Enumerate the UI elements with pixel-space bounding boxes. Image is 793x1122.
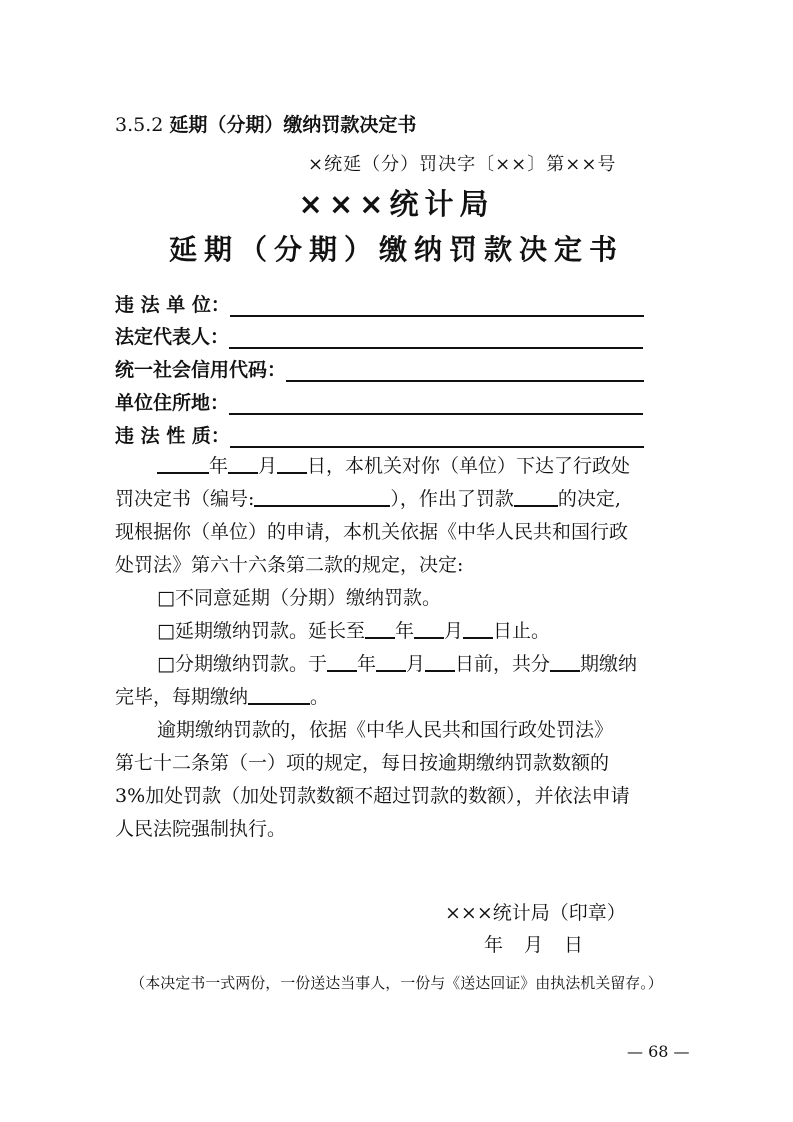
signature-seal: ×××统计局（印章） — [445, 902, 626, 924]
field-nature — [115, 421, 644, 448]
agency-title: ×××统计局 — [298, 187, 495, 221]
section-heading — [115, 110, 416, 137]
field-credit-code — [115, 355, 644, 382]
field-nature-line[interactable] — [230, 426, 644, 448]
option-installment[interactable] — [157, 648, 637, 681]
para1-month-label: 月 — [258, 455, 278, 477]
para1-year-label: 年 — [209, 455, 229, 477]
field-address — [115, 388, 643, 415]
document-number: ×统延（分）罚决字〔××〕第××号 — [308, 154, 617, 175]
option-defer-month-label: 月 — [443, 620, 463, 642]
signature-date: 年 月 日 — [484, 934, 585, 956]
blank-inst-amount[interactable] — [248, 685, 310, 705]
para1-line2c: 的决定, — [557, 488, 621, 510]
document-title: 延期（分期）缴纳罚款决定书 — [168, 233, 624, 266]
para2-line2: 第七十二条第（一）项的规定，每日按逾期缴纳罚款数额的 — [115, 752, 610, 774]
field-legal-rep-label: 法定代表人： — [115, 326, 230, 348]
blank-inst-periods[interactable] — [550, 652, 580, 672]
blank-inst-day[interactable] — [425, 652, 455, 672]
option-installment-line2 — [115, 681, 329, 714]
option-installment-label: □分期缴纳罚款。于 — [157, 653, 327, 675]
para1-line3: 现根据你（单位）的申请，本机关依据《中华人民共和国行政 — [115, 521, 629, 543]
para1-line2a: 罚决定书（编号: — [115, 488, 255, 510]
field-credit-code-label: 统一社会信用代码： — [115, 359, 287, 381]
field-credit-code-line[interactable] — [286, 360, 644, 382]
field-legal-rep-line[interactable] — [229, 327, 643, 349]
option-defer-end: 日止。 — [492, 620, 550, 642]
para1-day-text: 日，本机关对你（单位）下达了行政处 — [307, 455, 631, 477]
para1-line1 — [157, 450, 630, 483]
blank-defer-year[interactable] — [365, 619, 395, 639]
field-nature-label: 违 法 性 质： — [115, 425, 230, 447]
option-inst-month-label: 月 — [405, 653, 425, 675]
blank-month[interactable] — [228, 454, 258, 474]
option-defer[interactable] — [157, 615, 550, 648]
option-inst-day-label: 日前，共分 — [454, 653, 550, 675]
blank-inst-month[interactable] — [376, 652, 406, 672]
blank-fine-amount[interactable] — [514, 487, 558, 507]
option-disagree[interactable]: □不同意延期（分期）缴纳罚款。 — [157, 587, 441, 609]
blank-year[interactable] — [157, 454, 209, 474]
field-address-line[interactable] — [229, 393, 643, 415]
para1-line4: 处罚法》第六十六条第二款的规定，决定: — [115, 554, 464, 576]
section-heading-text: 延期（分期）缴纳罚款决定书 — [169, 114, 417, 136]
blank-day[interactable] — [277, 454, 307, 474]
field-unit-line[interactable] — [230, 295, 644, 317]
blank-inst-year[interactable] — [327, 652, 357, 672]
field-unit — [115, 290, 644, 317]
section-heading-number: 3.5.2 — [115, 114, 164, 136]
option-defer-year-label: 年 — [394, 620, 414, 642]
field-address-label: 单位住所地： — [115, 392, 230, 414]
page-number: — 68 — — [627, 1042, 690, 1061]
para1-line2 — [115, 483, 621, 516]
option-inst-year-label: 年 — [356, 653, 376, 675]
option-inst-line2b: 。 — [310, 686, 330, 708]
blank-decision-number[interactable] — [254, 487, 390, 507]
footnote: （本决定书一式两份，一份送达当事人，一份与《送达回证》由执法机关留存。） — [130, 974, 663, 992]
option-inst-line2a: 完毕，每期缴纳 — [115, 686, 249, 708]
field-legal-rep — [115, 322, 643, 349]
option-defer-label: □延期缴纳罚款。延长至 — [157, 620, 365, 642]
blank-defer-month[interactable] — [414, 619, 444, 639]
para2-line4: 人民法院强制执行。 — [115, 818, 287, 840]
option-inst-period-label: 期缴纳 — [580, 653, 638, 675]
para2-line3: 3%加处罚款（加处罚款数额不超过罚款的数额），并依法申请 — [115, 785, 630, 807]
field-unit-label: 违 法 单 位： — [115, 294, 230, 316]
para1-line2b: ），作出了罚款 — [390, 488, 514, 510]
blank-defer-day[interactable] — [463, 619, 493, 639]
para2-line1: 逾期缴纳罚款的，依据《中华人民共和国行政处罚法》 — [157, 719, 614, 741]
